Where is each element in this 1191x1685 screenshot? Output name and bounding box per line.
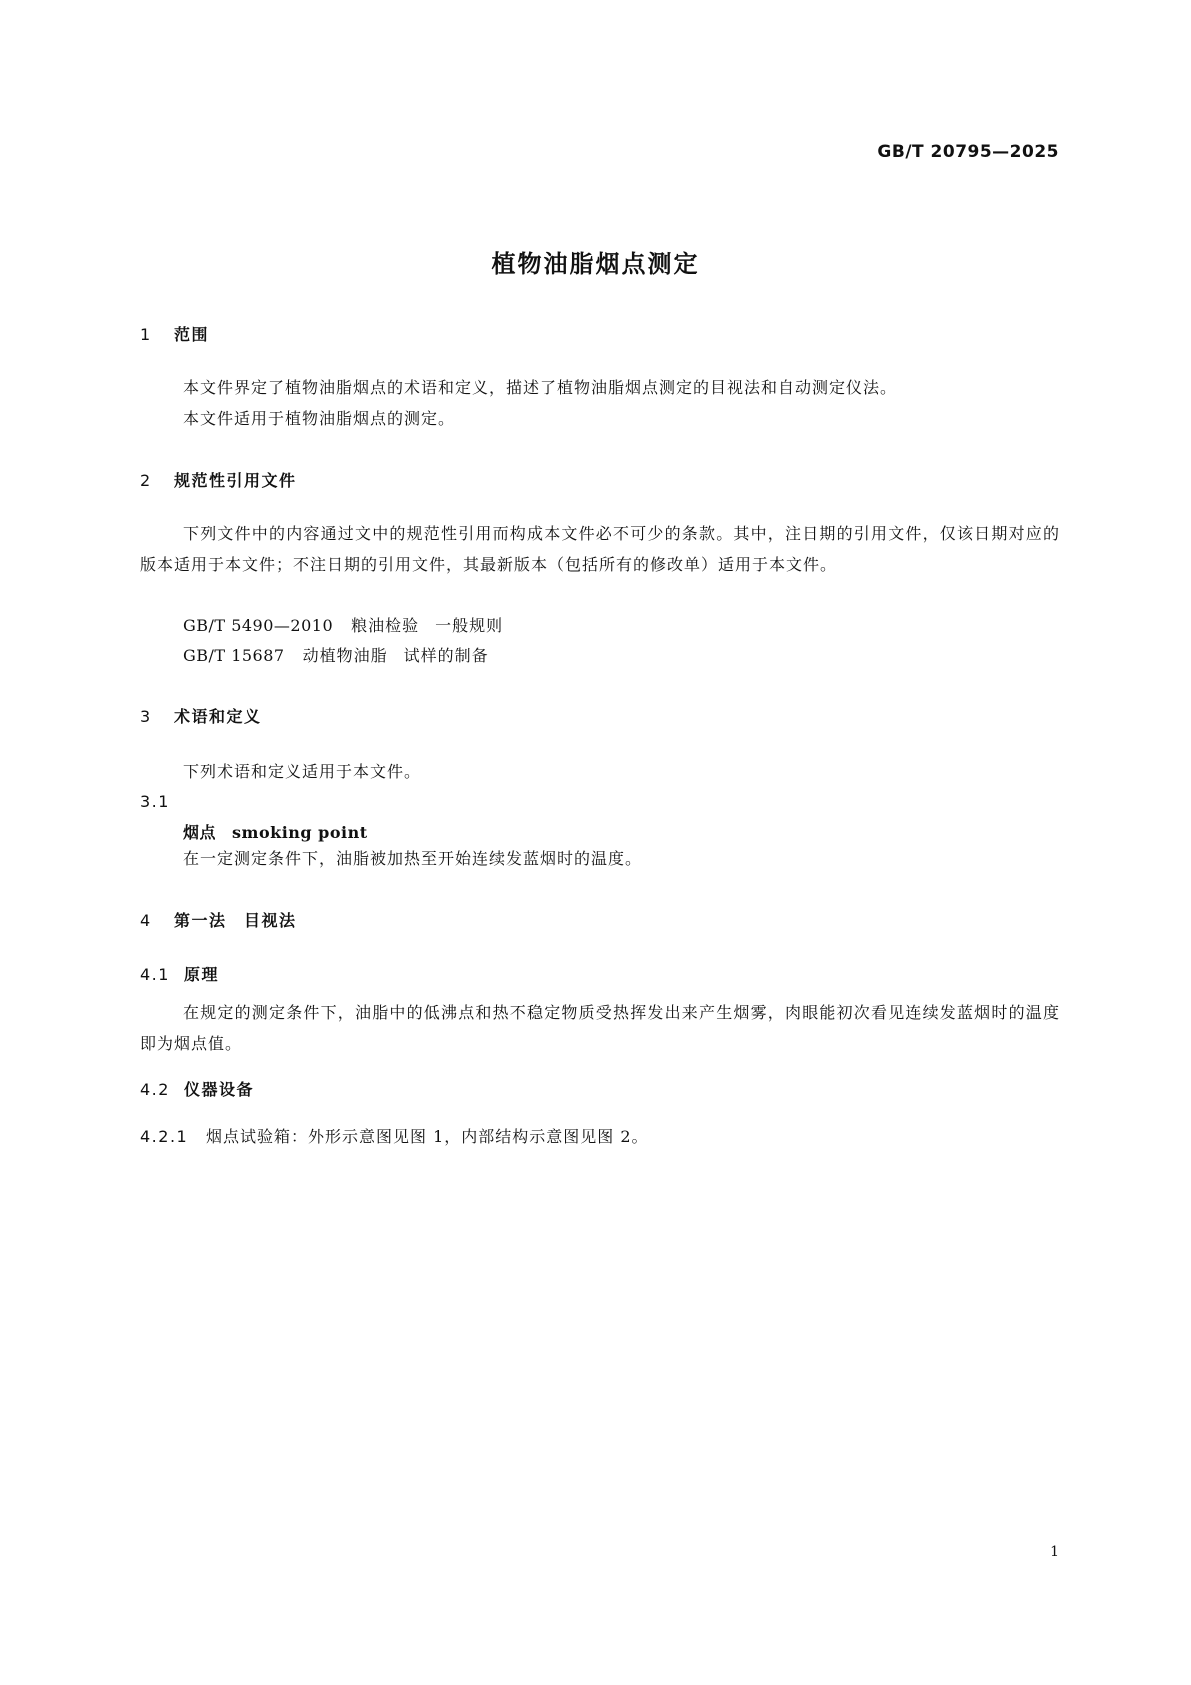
section-number: 4.2 <box>140 1080 170 1099</box>
section-number: 3 <box>140 707 152 726</box>
section-4-2-1-clause <box>140 1124 649 1147</box>
paragraph: 在规定的测定条件下，油脂中的低沸点和热不稳定物质受热挥发出来产生烟雾，肉眼能初次看见连续发蓝烟时的温度即为烟点值。 <box>140 1003 1060 1053</box>
term-entry <box>183 820 368 843</box>
section-4-2-heading <box>140 1077 254 1100</box>
term-number: 3.1 <box>140 792 170 811</box>
page-number: 1 <box>1050 1544 1059 1560</box>
section-3-heading <box>140 704 262 727</box>
paragraph: 下列文件中的内容通过文中的规范性引用而构成本文件必不可少的条款。其中，注日期的引用文件，仅该日期对应的版本适用于本文件；不注日期的引用文件，其最新版本（包括所有的修改单）适用于本文件。 <box>140 524 1060 574</box>
reference-code: GB/T 15687 <box>183 646 285 665</box>
section-2-heading <box>140 468 297 491</box>
reference-subtitle: 一般规则 <box>435 616 504 635</box>
clause-text: 烟点试验箱：外形示意图见图 1，内部结构示意图见图 2。 <box>206 1127 649 1146</box>
reference-subtitle: 试样的制备 <box>403 646 489 665</box>
section-title: 术语和定义 <box>174 707 262 726</box>
reference-item <box>183 640 489 671</box>
section-4-1-heading <box>140 962 219 985</box>
paragraph: 本文件适用于植物油脂烟点的测定。 <box>183 409 456 428</box>
reference-title: 粮油检验 <box>351 616 420 635</box>
section-1-heading <box>140 322 209 345</box>
section-number: 2 <box>140 471 152 490</box>
standard-code: GB/T 20795—2025 <box>877 142 1059 162</box>
section-title: 仪器设备 <box>184 1080 255 1099</box>
term-en: smoking point <box>232 823 368 842</box>
document-title: 植物油脂烟点测定 <box>491 250 700 278</box>
section-number: 4.2.1 <box>140 1127 189 1146</box>
section-number: 4 <box>140 911 152 930</box>
term-zh: 烟点 <box>183 823 217 842</box>
paragraph: 本文件界定了植物油脂烟点的术语和定义，描述了植物油脂烟点测定的目视法和自动测定仪法。 <box>183 378 898 397</box>
term-definition: 在一定测定条件下，油脂被加热至开始连续发蓝烟时的温度。 <box>183 849 643 868</box>
section-title: 范围 <box>174 325 210 344</box>
reference-title: 动植物油脂 <box>302 646 388 665</box>
paragraph: 下列术语和定义适用于本文件。 <box>183 762 422 781</box>
section-title: 第一法 目视法 <box>174 911 297 930</box>
section-title: 原理 <box>184 965 220 984</box>
section-title: 规范性引用文件 <box>174 471 297 490</box>
section-number: 1 <box>140 325 152 344</box>
section-number: 4.1 <box>140 965 170 984</box>
reference-item <box>183 610 503 641</box>
reference-code: GB/T 5490—2010 <box>183 616 334 635</box>
section-4-heading <box>140 908 297 931</box>
